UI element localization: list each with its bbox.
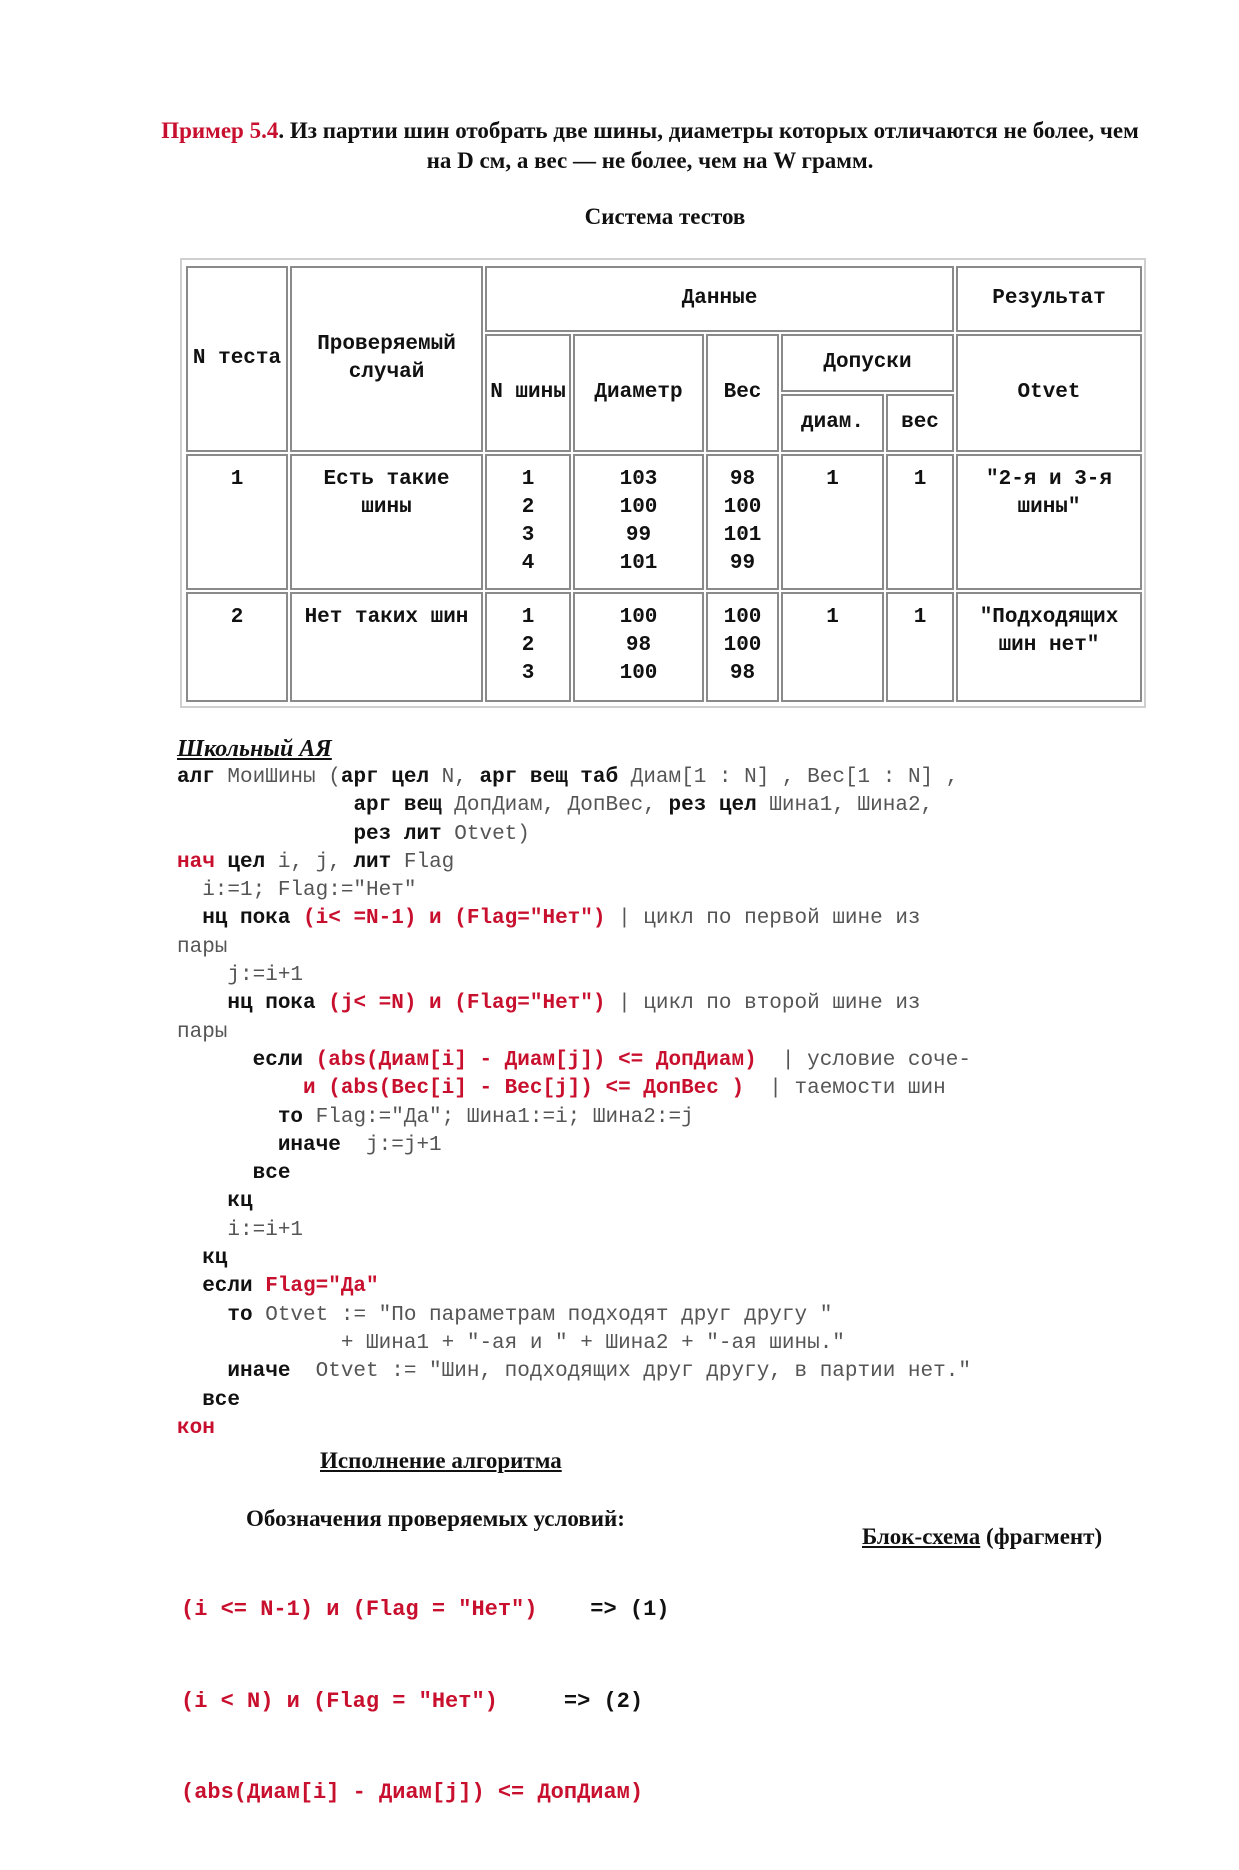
code-title: Школьный АЯ bbox=[177, 736, 332, 762]
row2-tol-weight: 1 bbox=[886, 592, 954, 702]
code-token: | цикл по первой шине из bbox=[605, 907, 921, 931]
code-token: Диам[1 : N] , Вес[1 : N] , bbox=[618, 766, 959, 789]
code-token: пары bbox=[177, 1020, 228, 1044]
code-token: нач bbox=[177, 850, 215, 874]
table-title: Система тестов bbox=[584, 204, 746, 229]
code-token: арг вещ таб bbox=[479, 766, 619, 789]
example-label: Пример 5.4 bbox=[161, 118, 279, 143]
code-line bbox=[177, 1075, 1187, 1103]
code-token: все bbox=[177, 1162, 291, 1186]
code-token: N, bbox=[429, 766, 480, 789]
code-token: и (abs(Вес[i] - Вес[j]) <= ДопВес ) bbox=[177, 1077, 745, 1101]
code-token: рез цел bbox=[668, 794, 757, 818]
header-tol-weight: вес bbox=[886, 394, 954, 452]
code-token: арг вещ bbox=[353, 794, 442, 818]
code-line bbox=[177, 1415, 1187, 1443]
row1-n: 1 bbox=[186, 454, 288, 590]
code-token: | таемости шин bbox=[744, 1077, 946, 1101]
code-line bbox=[177, 1188, 1187, 1216]
code-token: иначе bbox=[177, 1360, 291, 1384]
code-line bbox=[177, 1302, 1187, 1330]
row1-result: "2-я и 3-я шины" bbox=[956, 454, 1142, 590]
code-line bbox=[177, 1387, 1187, 1415]
example-statement: . Из партии шин отобрать две шины, диаметры которых отличаются не более, чем на D см, а вес — не более, чем на W грамм. bbox=[278, 118, 1139, 173]
code-line bbox=[177, 1160, 1187, 1188]
row1-case: Есть такие шины bbox=[290, 454, 483, 590]
tests-table bbox=[180, 258, 1146, 708]
code-line bbox=[177, 1358, 1187, 1386]
code-line bbox=[177, 849, 1187, 877]
condition-line bbox=[181, 1687, 670, 1718]
header-n-test: N теста bbox=[186, 266, 288, 452]
row2-tol-diam: 1 bbox=[781, 592, 884, 702]
code-token: МоиШины ( bbox=[214, 766, 341, 789]
row1-tire-numbers: 1 2 3 4 bbox=[485, 454, 571, 590]
condition-line bbox=[181, 1778, 670, 1809]
code-token bbox=[177, 794, 353, 817]
code-token: (i< =N-1) и (Flag="Нет") bbox=[303, 907, 606, 931]
code-token: кон bbox=[177, 1416, 215, 1440]
header-weight: Вес bbox=[706, 334, 779, 452]
code-line bbox=[177, 764, 1187, 792]
code-token: | цикл по второй шине из bbox=[605, 992, 921, 1016]
block-scheme-label: Блок-схема bbox=[862, 1524, 981, 1549]
code-token: | условие соче- bbox=[756, 1048, 971, 1072]
code-line bbox=[177, 877, 1187, 905]
code-token: (abs(Диам[i] - Диам[j]) <= ДопДиам) bbox=[315, 1048, 757, 1072]
code-line bbox=[177, 1104, 1187, 1132]
code-token: если bbox=[177, 1048, 316, 1072]
condition-expr: (i <= N-1) и (Flag = "Нет") bbox=[181, 1597, 538, 1622]
code-token: Otvet := "По параметрам подходят друг другу " bbox=[252, 1303, 833, 1327]
code-token: + Шина1 + "-ая и " + Шина2 + "-ая шины." bbox=[177, 1331, 845, 1355]
code-line bbox=[177, 1019, 1187, 1047]
code-token: цел bbox=[214, 850, 266, 874]
header-otvet: Otvet bbox=[956, 334, 1142, 452]
code-token: рез лит bbox=[353, 822, 442, 846]
code-line bbox=[177, 1217, 1187, 1245]
code-line bbox=[177, 1245, 1187, 1273]
code-token: ДопДиам, ДопВес, bbox=[441, 794, 669, 818]
code-token: все bbox=[177, 1388, 241, 1412]
code-line bbox=[177, 905, 1187, 933]
code-line bbox=[177, 1132, 1187, 1160]
code-token: кц bbox=[177, 1247, 228, 1271]
code-token: j:=j+1 bbox=[340, 1133, 442, 1157]
code-token: иначе bbox=[177, 1133, 341, 1157]
code-token: Flag bbox=[391, 850, 455, 874]
block-scheme-title bbox=[862, 1524, 1102, 1550]
header-case: Проверяемый случай bbox=[290, 266, 483, 452]
code-token: Otvet := "Шин, подходящих друг другу, в партии нет." bbox=[290, 1360, 971, 1384]
code-token: Otvet) bbox=[441, 822, 530, 846]
code-token: то bbox=[177, 1303, 253, 1327]
execution-title: Исполнение алгоритма bbox=[320, 1448, 562, 1473]
row1-tol-weight: 1 bbox=[886, 454, 954, 590]
code-token bbox=[177, 823, 353, 846]
condition-ref: => (2) bbox=[497, 1688, 644, 1714]
code-token: Flag:="Да"; Шина1:=i; Шина2:=j bbox=[303, 1105, 694, 1129]
code-line bbox=[177, 934, 1187, 962]
code-token: i:=i+1 bbox=[177, 1218, 304, 1242]
code-token: нц пока bbox=[177, 992, 329, 1016]
code-token: (j< =N) и (Flag="Нет") bbox=[328, 992, 606, 1016]
code-token: i:=1; Flag:="Нет" bbox=[177, 879, 417, 903]
code-token: Flag="Да" bbox=[265, 1275, 379, 1299]
code-line bbox=[177, 821, 1187, 849]
header-result: Результат bbox=[956, 266, 1142, 332]
condition-expr: (i < N) и (Flag = "Нет") bbox=[181, 1688, 498, 1714]
algorithm-code bbox=[177, 764, 1187, 1443]
condition-line bbox=[181, 1595, 670, 1626]
row1-diameters: 103 100 99 101 bbox=[573, 454, 704, 590]
code-token: если bbox=[177, 1275, 266, 1299]
row2-diameters: 100 98 100 bbox=[573, 592, 704, 702]
row2-result: "Подходящих шин нет" bbox=[956, 592, 1142, 702]
header-n-tire: N шины bbox=[485, 334, 571, 452]
row2-tire-numbers: 1 2 3 bbox=[485, 592, 571, 702]
block-scheme-suffix: (фрагмент) bbox=[980, 1524, 1103, 1549]
row1-tol-diam: 1 bbox=[781, 454, 884, 590]
code-token: пары bbox=[177, 935, 228, 959]
code-token: лит bbox=[353, 850, 392, 874]
example-heading bbox=[160, 116, 1140, 176]
row1-weights: 98 100 101 99 bbox=[706, 454, 779, 590]
code-token: то bbox=[177, 1105, 304, 1129]
code-token: j:=i+1 bbox=[177, 964, 304, 988]
condition-ref: => (1) bbox=[537, 1597, 670, 1622]
header-diameter: Диаметр bbox=[573, 334, 704, 452]
code-token: нц пока bbox=[177, 907, 304, 931]
code-token: алг bbox=[177, 766, 215, 789]
conditions-title: Обозначения проверяемых условий: bbox=[246, 1506, 625, 1531]
conditions-list bbox=[181, 1534, 670, 1870]
code-token: кц bbox=[177, 1190, 253, 1214]
row2-n: 2 bbox=[186, 592, 288, 702]
code-line bbox=[177, 1273, 1187, 1301]
header-data: Данные bbox=[485, 266, 954, 332]
header-tol-diam: диам. bbox=[781, 394, 884, 452]
code-token: Шина1, Шина2, bbox=[756, 794, 934, 818]
code-line bbox=[177, 1047, 1187, 1075]
condition-expr: (abs(Диам[i] - Диам[j]) <= ДопДиам) bbox=[181, 1780, 644, 1805]
code-token: i, j, bbox=[265, 850, 354, 874]
code-token: арг цел bbox=[340, 766, 430, 789]
code-line bbox=[177, 1330, 1187, 1358]
header-tolerances: Допуски bbox=[781, 334, 954, 392]
code-line bbox=[177, 962, 1187, 990]
code-line bbox=[177, 792, 1187, 820]
row2-weights: 100 100 98 bbox=[706, 592, 779, 702]
row2-case: Нет таких шин bbox=[290, 592, 483, 702]
code-line bbox=[177, 990, 1187, 1018]
